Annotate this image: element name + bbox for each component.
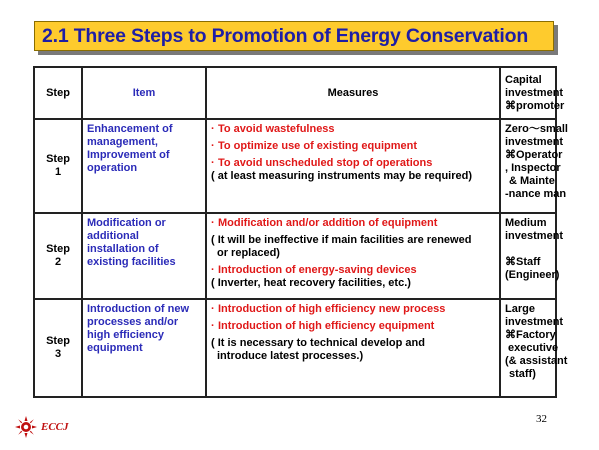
step-label: Step	[46, 153, 70, 165]
bullet-icon: ·	[211, 157, 215, 169]
item-line: equipment	[87, 342, 143, 354]
page-number: 32	[536, 413, 547, 425]
measure-note: introduce latest processes.)	[217, 350, 364, 362]
item-cell	[82, 213, 206, 299]
header-item: Item	[82, 67, 206, 119]
measure-note: ( It is necessary to technical develop and	[211, 337, 425, 349]
header-measures: Measures	[206, 67, 500, 119]
item-line: additional	[87, 230, 139, 242]
capital-line: staff)	[509, 368, 536, 380]
bullet-icon: ·	[211, 217, 215, 229]
step-number: 3	[54, 348, 62, 360]
measure-item: · Modification and/or addition of equipment	[211, 217, 438, 229]
capital-line: investment	[505, 136, 564, 148]
capital-line: Large	[505, 303, 535, 315]
capital-line: ⌘Operator	[505, 149, 563, 161]
step-number: 2	[54, 256, 62, 268]
item-line: Improvement of	[87, 149, 170, 161]
item-line: Introduction of new	[87, 303, 190, 315]
item-line: processes and/or	[87, 316, 179, 328]
capital-line: & Mainte	[509, 175, 555, 187]
table-header-row	[34, 67, 556, 119]
capital-line: (& assistant	[505, 355, 568, 367]
measures-cell	[206, 119, 500, 213]
step-label: Step	[46, 335, 70, 347]
header-capital	[500, 67, 565, 119]
item-cell	[82, 299, 206, 397]
capital-line: Zero～small	[505, 123, 568, 135]
capital-line: ⌘Staff	[505, 256, 541, 268]
step-cell	[34, 299, 82, 397]
measures-cell	[206, 299, 500, 397]
capital-line: -nance man	[505, 188, 567, 200]
item-cell	[82, 119, 206, 213]
item-line: Enhancement of	[87, 123, 173, 135]
logo-text: ECCJ	[41, 421, 69, 433]
item-line: management,	[87, 136, 158, 148]
capital-line: investment	[505, 316, 564, 328]
page-title: 2.1 Three Steps to Promotion of Energy Conservation	[42, 24, 529, 47]
capital-line: investment	[505, 230, 564, 242]
measure-note: ( Inverter, heat recovery facilities, etc.)	[211, 277, 411, 289]
item-line: high efficiency	[87, 329, 165, 341]
capital-cell	[500, 299, 568, 397]
measure-item: · To avoid unscheduled stop of operations	[211, 157, 433, 169]
capital-line: , Inspector	[505, 162, 561, 174]
item-line: Modification or	[87, 217, 166, 229]
measure-item: · Introduction of high efficiency new process	[211, 303, 446, 315]
sun-logo-icon	[15, 416, 37, 438]
header-capital-line: ⌘promoter	[505, 99, 565, 112]
measure-note: or replaced)	[217, 247, 280, 259]
steps-table	[33, 66, 568, 398]
eccj-logo	[15, 416, 69, 438]
item-line: installation of	[87, 243, 159, 255]
header-step: Step	[34, 67, 82, 119]
capital-line: ⌘Factory	[505, 329, 556, 341]
measure-item: · To optimize use of existing equipment	[211, 140, 418, 152]
bullet-icon: ·	[211, 140, 215, 152]
bullet-icon: ·	[211, 123, 215, 135]
item-line: existing facilities	[87, 256, 176, 268]
step-number: 1	[54, 166, 62, 178]
item-line: operation	[87, 162, 138, 174]
capital-cell	[500, 213, 564, 299]
step-cell	[34, 119, 82, 213]
capital-line: (Engineer)	[505, 269, 560, 281]
capital-line: Medium	[505, 217, 547, 229]
bullet-icon: ·	[211, 303, 215, 315]
measure-note: ( It will be ineffective if main facilities are renewed	[211, 234, 472, 246]
capital-line: executive	[508, 342, 559, 354]
bullet-icon: ·	[211, 320, 215, 332]
header-capital-line: investment	[505, 86, 564, 99]
measure-item: · Introduction of energy-saving devices	[211, 264, 417, 276]
title-banner	[34, 21, 554, 51]
step-cell	[34, 213, 82, 299]
header-capital-line: Capital	[505, 73, 542, 86]
measures-cell	[206, 213, 500, 299]
table-row	[34, 119, 556, 213]
table-row	[34, 213, 556, 299]
measure-item: · To avoid wastefulness	[211, 123, 335, 135]
measure-note: ( at least measuring instruments may be required)	[211, 170, 473, 182]
table-row	[34, 299, 556, 397]
capital-cell	[500, 119, 568, 213]
measure-item: · Introduction of high efficiency equipment	[211, 320, 435, 332]
step-label: Step	[46, 243, 70, 255]
bullet-icon: ·	[211, 264, 215, 276]
